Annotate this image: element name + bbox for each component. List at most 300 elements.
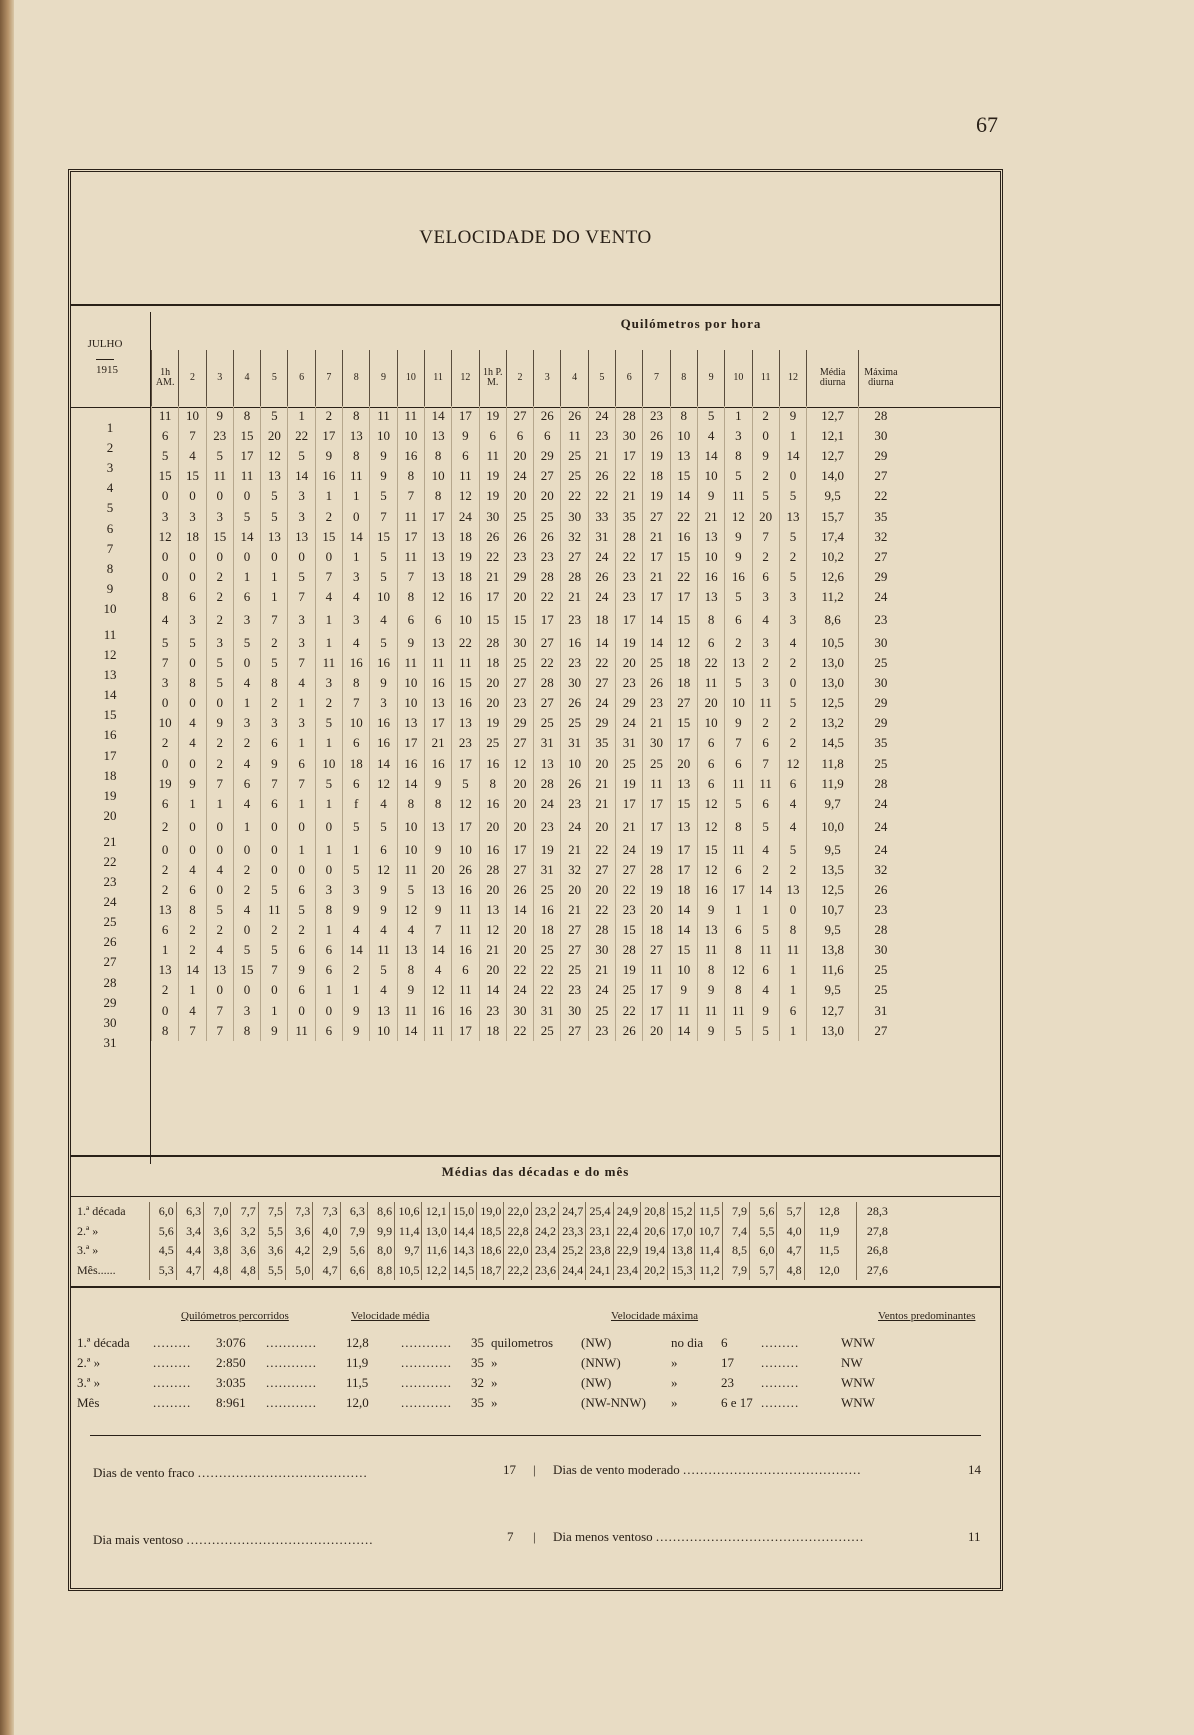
- hour-value: 8: [424, 486, 451, 506]
- hour-value: 13: [779, 880, 806, 900]
- hour-value: 9: [288, 960, 315, 980]
- hour-value: 1: [315, 633, 342, 653]
- hour-header: 10: [725, 350, 752, 406]
- hour-value: 23: [616, 567, 643, 587]
- hour-value: 5: [370, 547, 397, 567]
- hour-value: 18: [452, 567, 479, 587]
- hour-value: 1: [179, 794, 206, 814]
- hour-value: 5: [343, 860, 370, 880]
- hour-value: 12: [452, 486, 479, 506]
- hour-value: 8: [315, 900, 342, 920]
- maxima-diurna: 29: [859, 446, 903, 466]
- hour-value: 23: [534, 814, 561, 840]
- dia-menos: Dia menos ventoso .................................................: [553, 1529, 865, 1544]
- hour-value: 3: [315, 673, 342, 693]
- hour-value: 16: [452, 693, 479, 713]
- hour-value: 22: [288, 426, 315, 446]
- hour-value: 4: [315, 587, 342, 607]
- hour-value: 3: [752, 673, 779, 693]
- hour-value: 20: [643, 1021, 670, 1041]
- hour-value: 13: [152, 960, 179, 980]
- hour-value: 20: [506, 774, 533, 794]
- hour-value: 5: [752, 920, 779, 940]
- media-diurna: 12,7: [807, 446, 859, 466]
- hour-value: 18: [479, 653, 506, 673]
- hour-value: 20: [561, 880, 588, 900]
- hour-value: 26: [534, 527, 561, 547]
- medias-row: [71, 1202, 900, 1222]
- medias-value: 22,0: [504, 1202, 531, 1222]
- hour-value: 3: [288, 486, 315, 506]
- hour-value: 9: [779, 406, 806, 426]
- hour-value: 3: [152, 673, 179, 693]
- media-diurna: 12,7: [807, 406, 859, 426]
- medias-value: 11,6: [422, 1241, 449, 1261]
- hour-value: 4: [779, 633, 806, 653]
- hour-value: 11: [725, 486, 752, 506]
- hour-value: 13: [206, 960, 233, 980]
- hour-value: 10: [670, 426, 697, 446]
- medias-value: 7,4: [722, 1222, 749, 1242]
- hour-value: 0: [152, 754, 179, 774]
- hour-value: 19: [152, 774, 179, 794]
- summary-vel-max: 35: [471, 1335, 484, 1350]
- hour-value: 5: [288, 567, 315, 587]
- hour-value: 11: [424, 653, 451, 673]
- hour-value: 1: [233, 814, 260, 840]
- hour-value: 4: [206, 940, 233, 960]
- hour-value: 5: [752, 814, 779, 840]
- hour-value: 16: [424, 673, 451, 693]
- hour-value: 13: [424, 633, 451, 653]
- hour-value: 25: [588, 1001, 615, 1021]
- hour-value: 9: [397, 980, 424, 1000]
- hour-value: 2: [152, 814, 179, 840]
- hour-value: 0: [752, 426, 779, 446]
- hour-value: 11: [452, 653, 479, 673]
- hour-value: 7: [370, 506, 397, 526]
- summary-direction: (NNW): [581, 1355, 621, 1370]
- hour-value: 15: [233, 426, 260, 446]
- hour-value: 0: [261, 814, 288, 840]
- table-row: [152, 446, 903, 466]
- medias-value: 13,8: [668, 1241, 695, 1261]
- hour-value: 15: [670, 713, 697, 733]
- medias-value: 5,6: [149, 1222, 176, 1242]
- hour-value: 22: [588, 840, 615, 860]
- hour-value: 28: [643, 860, 670, 880]
- hour-value: 13: [424, 426, 451, 446]
- hour-value: 9: [424, 840, 451, 860]
- hour-value: 27: [588, 860, 615, 880]
- hour-value: 9: [452, 426, 479, 446]
- hour-value: 11: [561, 426, 588, 446]
- hour-value: 32: [561, 527, 588, 547]
- hour-value: 5: [315, 713, 342, 733]
- medias-value: 6,3: [176, 1202, 203, 1222]
- hour-value: 4: [424, 960, 451, 980]
- hour-value: 16: [452, 587, 479, 607]
- medias-value: 12,1: [422, 1202, 449, 1222]
- hour-value: 16: [370, 713, 397, 733]
- medias-value: 18,7: [477, 1261, 504, 1281]
- hour-value: 9: [697, 1021, 724, 1041]
- media-diurna: 15,7: [807, 506, 859, 526]
- maxima-diurna: 31: [859, 1001, 903, 1021]
- hour-value: 22: [616, 1001, 643, 1021]
- hour-value: 11: [725, 840, 752, 860]
- hour-value: 3: [206, 633, 233, 653]
- medias-value: 18,6: [477, 1241, 504, 1261]
- hour-value: 29: [588, 713, 615, 733]
- media-diurna: 8,6: [807, 607, 859, 633]
- hour-value: 3: [233, 713, 260, 733]
- day-label: 27: [103, 954, 117, 970]
- hour-value: 13: [152, 900, 179, 920]
- hour-value: 11: [370, 406, 397, 426]
- header-vel-max: Velocidade máxima: [611, 1310, 699, 1322]
- hour-value: 8: [479, 774, 506, 794]
- hour-value: 5: [179, 633, 206, 653]
- group-label: Quilómetros por hora: [620, 316, 762, 331]
- hour-value: 16: [370, 733, 397, 753]
- maxima-diurna: 29: [859, 713, 903, 733]
- hour-value: 1: [288, 840, 315, 860]
- hour-value: 24: [616, 713, 643, 733]
- hour-value: 7: [752, 527, 779, 547]
- hour-value: 5: [206, 900, 233, 920]
- hour-header: 2: [179, 350, 206, 406]
- table-row: [152, 880, 903, 900]
- medias-value: 4,8: [231, 1261, 258, 1281]
- medias-value: 23,4: [531, 1241, 558, 1261]
- hour-value: 11: [697, 1001, 724, 1021]
- hour-value: 15: [670, 607, 697, 633]
- hour-value: 17: [534, 607, 561, 633]
- table-row: [152, 693, 903, 713]
- hour-value: 4: [288, 673, 315, 693]
- table-row: [152, 794, 903, 814]
- hour-value: 14: [370, 754, 397, 774]
- hour-value: 2: [725, 633, 752, 653]
- hour-value: 11: [315, 653, 342, 673]
- hour-value: 5: [261, 653, 288, 673]
- medias-row: [71, 1261, 900, 1281]
- hour-value: 19: [479, 486, 506, 506]
- day-label: 22: [103, 853, 117, 869]
- medias-value: 24,4: [558, 1261, 585, 1281]
- hour-value: 27: [506, 673, 533, 693]
- hour-value: 27: [561, 1021, 588, 1041]
- hour-value: 4: [697, 426, 724, 446]
- hour-header: 12: [779, 350, 806, 406]
- medias-value: 4,7: [313, 1261, 340, 1281]
- hour-value: 11: [206, 466, 233, 486]
- hour-value: 16: [315, 466, 342, 486]
- hour-value: 9: [370, 900, 397, 920]
- hour-value: 8: [424, 794, 451, 814]
- maxima-diurna: 24: [859, 794, 903, 814]
- hour-value: 1: [288, 794, 315, 814]
- hour-value: 14: [424, 406, 451, 426]
- hour-value: 5: [752, 1021, 779, 1041]
- hour-header: 4: [233, 350, 260, 406]
- hour-value: 20: [479, 693, 506, 713]
- hour-value: 24: [506, 980, 533, 1000]
- hour-value: 1: [233, 567, 260, 587]
- hour-value: 18: [670, 653, 697, 673]
- medias-value: 20,6: [640, 1222, 667, 1242]
- hour-value: 1: [725, 900, 752, 920]
- summary-dia: 6: [721, 1335, 728, 1350]
- hour-value: 1: [233, 693, 260, 713]
- hour-value: 19: [643, 446, 670, 466]
- hour-value: 15: [452, 673, 479, 693]
- media-diurna: 12,5: [807, 880, 859, 900]
- hour-value: 21: [561, 900, 588, 920]
- hour-value: 23: [206, 426, 233, 446]
- hour-value: 15: [179, 466, 206, 486]
- hour-value: 10: [343, 713, 370, 733]
- hour-value: 23: [561, 607, 588, 633]
- hour-value: 10: [397, 693, 424, 713]
- hour-value: 6: [343, 733, 370, 753]
- hour-value: 17: [424, 506, 451, 526]
- hour-value: 15: [479, 607, 506, 633]
- medias-row: [71, 1222, 900, 1242]
- hourly-table: [151, 350, 903, 1041]
- hour-value: 25: [506, 653, 533, 673]
- medias-value: 5,3: [149, 1261, 176, 1281]
- rule-medias: [71, 1196, 1000, 1197]
- hour-value: 7: [206, 774, 233, 794]
- hour-value: 5: [725, 794, 752, 814]
- hour-header: 5: [261, 350, 288, 406]
- table-row: [152, 754, 903, 774]
- hour-value: 13: [424, 693, 451, 713]
- hour-value: 3: [288, 607, 315, 633]
- hour-value: 15: [152, 466, 179, 486]
- dias-fraco-value: 17: [503, 1462, 516, 1477]
- hour-value: 20: [643, 900, 670, 920]
- hour-value: 14: [233, 527, 260, 547]
- hour-value: 10: [725, 693, 752, 713]
- hour-value: 2: [233, 860, 260, 880]
- day-label: 29: [103, 994, 117, 1010]
- hour-value: 12: [725, 506, 752, 526]
- hour-value: 6: [752, 733, 779, 753]
- hour-value: 0: [288, 860, 315, 880]
- hour-value: 9: [370, 466, 397, 486]
- hour-value: 2: [315, 506, 342, 526]
- hour-value: 13: [261, 527, 288, 547]
- hour-value: 4: [752, 980, 779, 1000]
- hour-value: 7: [397, 486, 424, 506]
- hour-value: 26: [561, 406, 588, 426]
- hour-value: 6: [315, 940, 342, 960]
- day-label: 26: [103, 934, 117, 950]
- hour-value: 1: [261, 1001, 288, 1021]
- hour-value: 17: [616, 794, 643, 814]
- medias-row: [71, 1241, 900, 1261]
- hour-value: 28: [616, 940, 643, 960]
- maxima-diurna: 30: [859, 633, 903, 653]
- hour-value: 5: [261, 880, 288, 900]
- hour-value: 16: [534, 900, 561, 920]
- hour-value: 14: [397, 1021, 424, 1041]
- hour-value: 0: [179, 547, 206, 567]
- hour-value: 4: [233, 794, 260, 814]
- hour-value: 5: [206, 653, 233, 673]
- hour-value: 20: [534, 486, 561, 506]
- hour-value: 5: [206, 446, 233, 466]
- hour-value: 1: [288, 406, 315, 426]
- hour-value: 5: [452, 774, 479, 794]
- hour-value: 5: [779, 693, 806, 713]
- medias-value: 14,5: [449, 1261, 476, 1281]
- hour-value: 6: [424, 607, 451, 633]
- medias-value: 5,7: [750, 1261, 777, 1281]
- hour-value: 13: [424, 527, 451, 547]
- hour-value: 5: [779, 567, 806, 587]
- hour-value: 13: [261, 466, 288, 486]
- hour-value: 4: [370, 607, 397, 633]
- hour-value: 31: [534, 733, 561, 753]
- table-row: [152, 960, 903, 980]
- media-diurna: 11,9: [807, 774, 859, 794]
- day-label: 15: [103, 707, 117, 723]
- rule-summary-top: [71, 1286, 1000, 1288]
- table-row: [152, 547, 903, 567]
- medias-value: 7,9: [340, 1222, 367, 1242]
- hour-value: 11: [261, 900, 288, 920]
- hour-value: 22: [561, 486, 588, 506]
- table-row: [152, 1001, 903, 1021]
- hour-value: 4: [779, 794, 806, 814]
- hour-value: 8: [343, 673, 370, 693]
- hour-value: 11: [397, 506, 424, 526]
- hour-value: 27: [561, 920, 588, 940]
- hour-value: 24: [588, 547, 615, 567]
- hour-value: 6: [725, 860, 752, 880]
- hour-value: 13: [397, 713, 424, 733]
- hour-value: 14: [397, 774, 424, 794]
- hour-value: 17: [643, 794, 670, 814]
- hour-value: 1: [725, 406, 752, 426]
- hour-value: 5: [233, 506, 260, 526]
- summary-label: 3.ª »: [77, 1375, 101, 1390]
- hour-value: 21: [588, 774, 615, 794]
- day-label: 10: [103, 600, 117, 616]
- hour-value: 11: [479, 446, 506, 466]
- maxima-diurna: 24: [859, 814, 903, 840]
- medias-value: 4,8: [777, 1261, 804, 1281]
- hour-value: 13: [424, 880, 451, 900]
- hour-value: 25: [534, 506, 561, 526]
- medias-value: 23,3: [558, 1222, 585, 1242]
- hour-value: 22: [506, 1021, 533, 1041]
- medias-value: 24,1: [586, 1261, 613, 1281]
- header-km: Quilómetros percorridos: [181, 1310, 289, 1322]
- hour-value: 12: [479, 920, 506, 940]
- hour-value: 11: [670, 1001, 697, 1021]
- hour-value: 3: [752, 633, 779, 653]
- hour-value: 9: [370, 673, 397, 693]
- medias-value: 3,6: [258, 1241, 285, 1261]
- hour-value: 17: [452, 814, 479, 840]
- hour-value: 31: [534, 860, 561, 880]
- summary-unit: quilometros: [491, 1335, 554, 1350]
- hour-value: 10: [370, 1021, 397, 1041]
- media-diurna: 10,0: [807, 814, 859, 840]
- hour-value: 5: [779, 486, 806, 506]
- year-label: 1915: [96, 359, 114, 377]
- maxima-diurna: 28: [859, 406, 903, 426]
- hour-value: 10: [370, 587, 397, 607]
- hour-value: 23: [452, 733, 479, 753]
- hour-value: 5: [370, 960, 397, 980]
- hour-value: 8: [779, 920, 806, 940]
- table-row: [152, 920, 903, 940]
- hour-value: 20: [670, 754, 697, 774]
- rule-top: [71, 304, 1000, 306]
- hour-header: 11: [752, 350, 779, 406]
- medias-value: 24,2: [531, 1222, 558, 1242]
- hour-value: 2: [206, 587, 233, 607]
- hour-value: 5: [261, 940, 288, 960]
- hour-value: 10: [697, 713, 724, 733]
- hour-value: 4: [206, 860, 233, 880]
- maxima-diurna: 28: [859, 920, 903, 940]
- hour-value: 13: [670, 446, 697, 466]
- hour-value: 9: [424, 900, 451, 920]
- hour-value: 19: [479, 406, 506, 426]
- hour-value: 18: [643, 920, 670, 940]
- hour-value: 13: [697, 920, 724, 940]
- day-label: 17: [103, 747, 117, 763]
- hour-value: 27: [534, 693, 561, 713]
- hour-value: 10: [561, 754, 588, 774]
- hour-value: 19: [616, 633, 643, 653]
- hour-value: 18: [452, 527, 479, 547]
- hour-header: 7: [643, 350, 670, 406]
- hour-value: 8: [397, 587, 424, 607]
- hour-value: 25: [643, 653, 670, 673]
- hour-value: 31: [561, 733, 588, 753]
- hour-value: 4: [179, 733, 206, 753]
- hour-value: 1: [288, 693, 315, 713]
- maxima-diurna: 25: [859, 754, 903, 774]
- page-title: VELOCIDADE DO VENTO: [419, 227, 652, 248]
- hour-value: 6: [697, 774, 724, 794]
- day-label: 16: [103, 727, 117, 743]
- hour-value: 18: [670, 673, 697, 693]
- hour-value: 9: [697, 900, 724, 920]
- hour-value: 2: [206, 754, 233, 774]
- hour-value: 27: [616, 860, 643, 880]
- hour-value: 11: [288, 1021, 315, 1041]
- hour-value: 26: [588, 567, 615, 587]
- hour-value: 21: [588, 446, 615, 466]
- hour-value: 25: [534, 940, 561, 960]
- hour-value: 16: [479, 840, 506, 860]
- hour-value: 17: [233, 446, 260, 466]
- hour-value: 2: [152, 980, 179, 1000]
- day-label: 23: [103, 874, 117, 889]
- hour-value: 0: [152, 1001, 179, 1021]
- medias-mean: 12,8: [804, 1202, 856, 1222]
- hour-value: 9: [752, 446, 779, 466]
